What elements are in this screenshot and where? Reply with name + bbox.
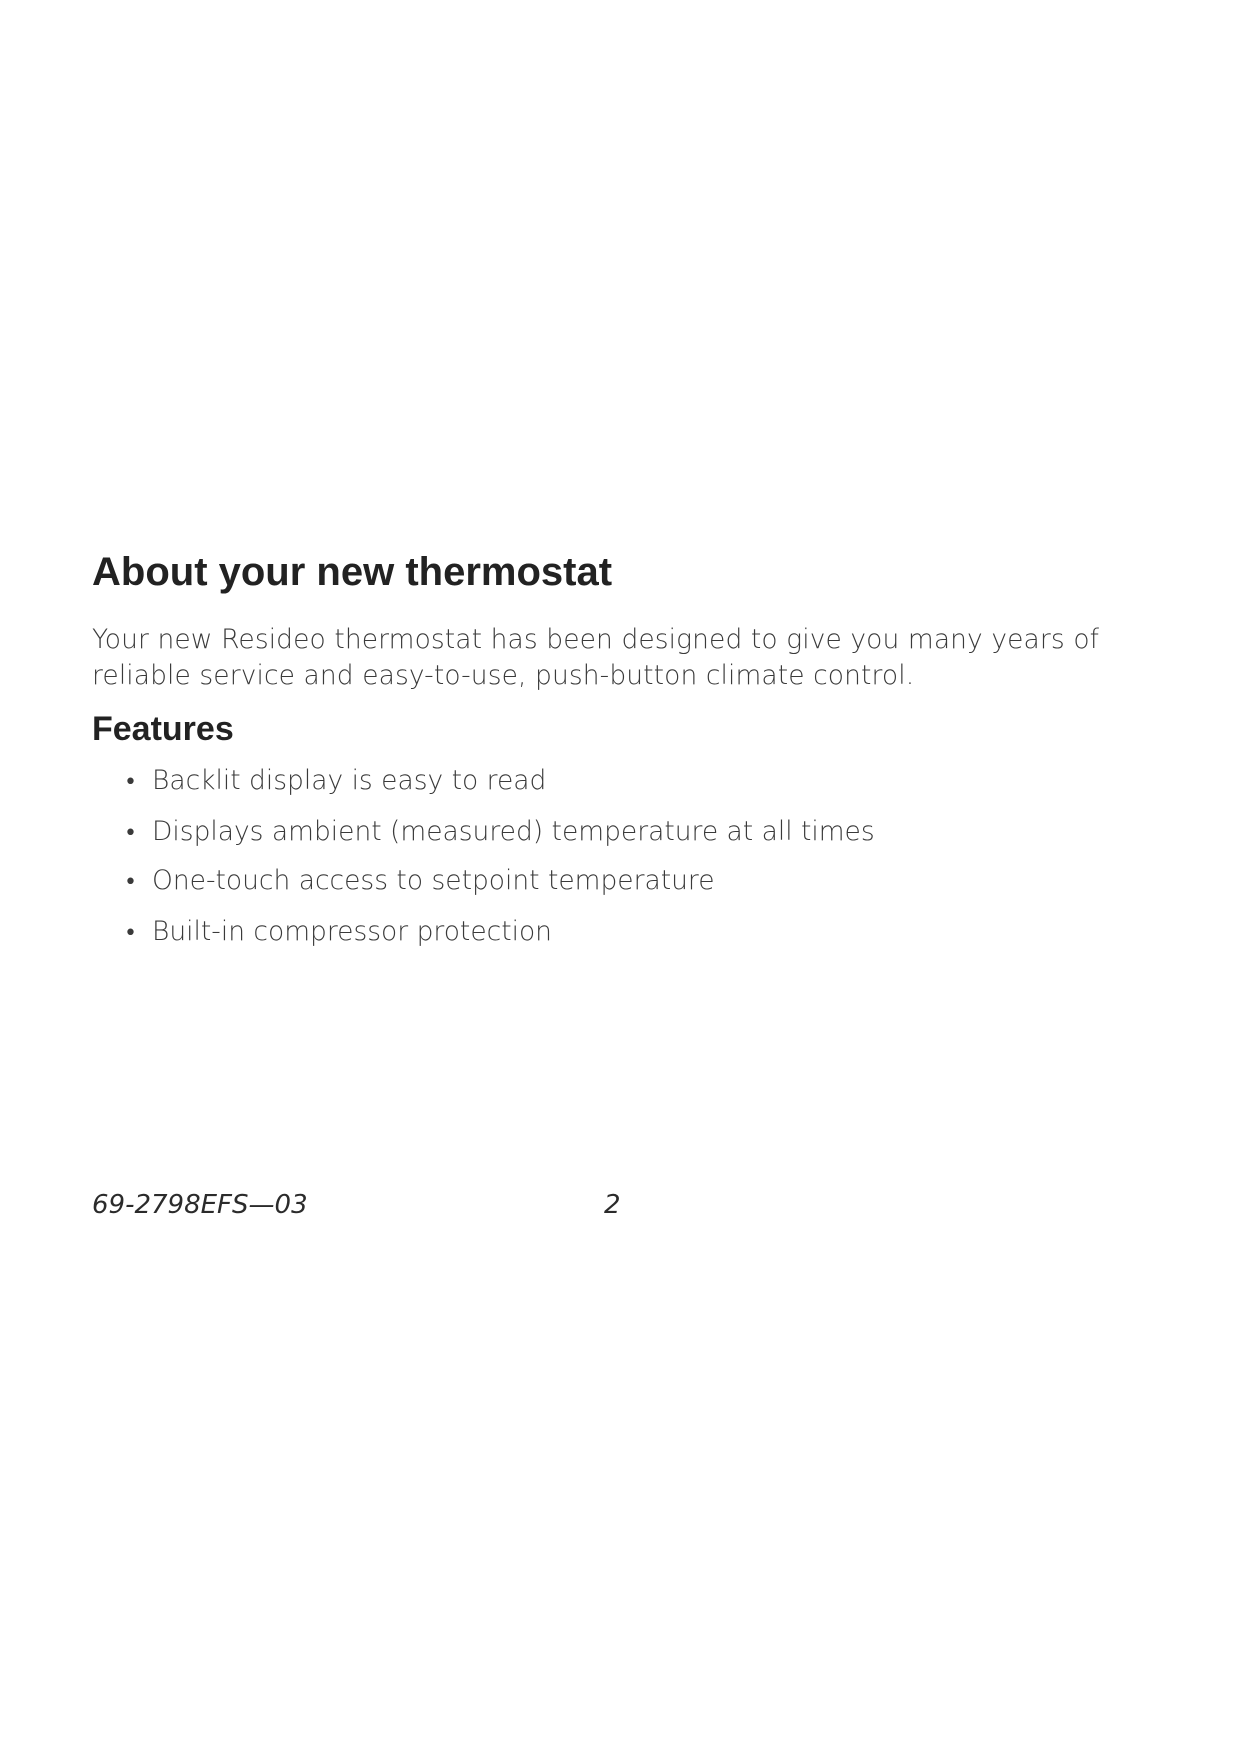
bullet-icon: • <box>124 770 137 795</box>
intro-line: Your new Resideo thermostat has been designed to give you many years of <box>92 624 1100 655</box>
feature-text: Built-in compressor protection <box>152 916 552 947</box>
intro-paragraph <box>92 622 1152 694</box>
bullet-icon: • <box>124 870 137 895</box>
list-item <box>124 863 715 901</box>
page-number: 2 <box>604 1190 621 1220</box>
feature-text: Displays ambient (measured) temperature at all times <box>152 816 875 847</box>
list-item <box>124 763 546 801</box>
bullet-icon: • <box>124 921 137 946</box>
page-title: About your new thermostat <box>92 550 613 594</box>
features-heading: Features <box>92 710 234 748</box>
intro-line: reliable service and easy-to-use, push-button climate control. <box>92 660 915 691</box>
bullet-icon: • <box>124 821 137 846</box>
feature-text: Backlit display is easy to read <box>152 765 547 796</box>
list-item <box>124 814 875 852</box>
document-code: 69-2798EFS—03 <box>92 1190 308 1220</box>
feature-text: One-touch access to setpoint temperature <box>152 865 715 896</box>
list-item <box>124 914 552 952</box>
